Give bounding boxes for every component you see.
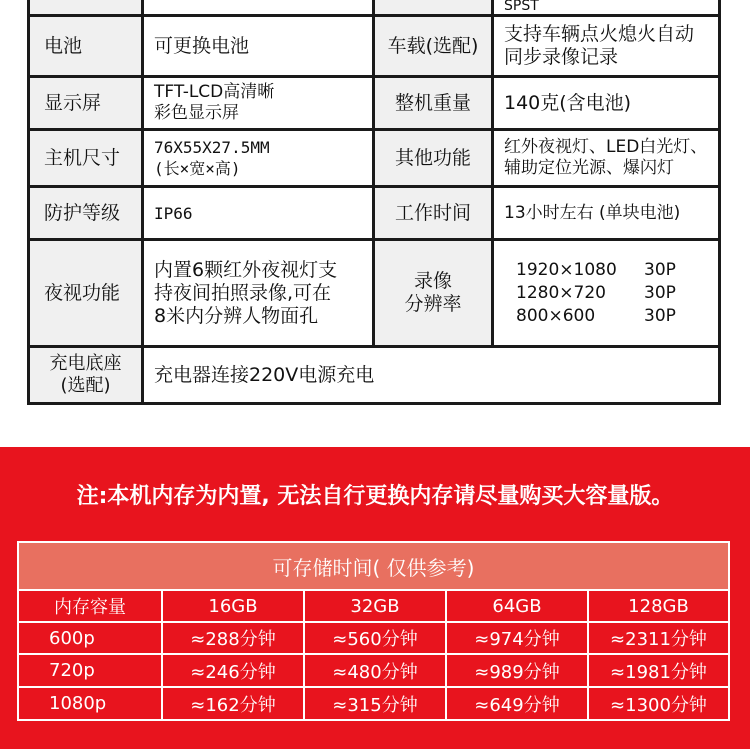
resolution-fps: 30P xyxy=(644,282,676,303)
spec-battery-value: 可更换电池 xyxy=(144,17,372,75)
spec-display-label: 显示屏 xyxy=(30,78,141,128)
storage-cell: ≈1981分钟 xyxy=(589,655,728,686)
spec-car-label: 车载(选配) xyxy=(375,17,491,75)
spec-top-label2 xyxy=(375,0,491,14)
spec-resolution-label-line2: 分辨率 xyxy=(404,293,462,315)
storage-cell: ≈1300分钟 xyxy=(589,688,728,719)
storage-cell: ≈162分钟 xyxy=(163,688,303,719)
storage-table-title: 可存储时间( 仅供参考) xyxy=(19,543,728,589)
spec-top-label xyxy=(30,0,141,14)
spec-display-value-line1: TFT-LCD高清晰 xyxy=(154,82,275,102)
spec-display-value xyxy=(144,78,372,128)
storage-cell: ≈2311分钟 xyxy=(589,623,728,653)
spec-size-value-line1: 76X55X27.5MM xyxy=(154,138,270,157)
resolution-line xyxy=(516,259,676,282)
storage-row-label: 1080p xyxy=(19,688,161,719)
spec-display-value-line2: 彩色显示屏 xyxy=(154,103,239,123)
storage-cell: ≈649分钟 xyxy=(447,688,587,719)
resolution-line xyxy=(516,305,676,328)
spec-resolution-label xyxy=(375,241,491,345)
storage-cell: ≈480分钟 xyxy=(305,655,445,686)
spec-car-value-line1: 支持车辆点火熄火自动 xyxy=(504,23,695,45)
storage-row-label: 720p xyxy=(19,655,161,686)
storage-section xyxy=(0,447,750,749)
spec-top-value2: SPST xyxy=(494,0,718,14)
spec-resolution-value xyxy=(494,241,718,345)
spec-charger-label xyxy=(30,348,141,402)
spec-weight-label: 整机重量 xyxy=(375,78,491,128)
storage-header-cell: 16GB xyxy=(163,591,303,621)
storage-cell: ≈989分钟 xyxy=(447,655,587,686)
spec-nightvision-value-line3: 8米内分辨人物面孔 xyxy=(154,304,319,327)
spec-charger-label-line2: (选配) xyxy=(60,375,111,396)
storage-cell: ≈560分钟 xyxy=(305,623,445,653)
spec-table xyxy=(27,0,721,405)
storage-cell: ≈315分钟 xyxy=(305,688,445,719)
spec-resolution-label-line1: 录像 xyxy=(413,270,452,292)
spec-worktime-value: 13小时左右 (单块电池) xyxy=(494,188,718,238)
spec-size-value-line2: (长×宽×高) xyxy=(154,159,241,178)
spec-worktime-label: 工作时间 xyxy=(375,188,491,238)
resolution-size: 1920×1080 xyxy=(516,259,617,280)
storage-header-cell: 128GB xyxy=(589,591,728,621)
storage-table xyxy=(17,541,730,721)
spec-battery-label: 电池 xyxy=(30,17,141,75)
spec-charger-label-line1: 充电底座 xyxy=(49,353,122,374)
storage-header-cell: 64GB xyxy=(447,591,587,621)
spec-other-label: 其他功能 xyxy=(375,131,491,185)
spec-protection-value: IP66 xyxy=(144,188,372,238)
spec-size-label: 主机尺寸 xyxy=(30,131,141,185)
spec-top-value xyxy=(144,0,372,14)
resolution-fps: 30P xyxy=(644,305,676,326)
spec-car-value-line2: 同步录像记录 xyxy=(504,46,619,68)
spec-other-value xyxy=(494,131,718,185)
memory-note: 注:本机内存为内置, 无法自行更换内存请尽量购买大容量版。 xyxy=(76,484,674,509)
spec-nightvision-value xyxy=(144,241,372,345)
resolution-size: 800×600 xyxy=(516,305,596,326)
resolution-size: 1280×720 xyxy=(516,282,606,303)
resolution-line xyxy=(516,282,676,305)
storage-header-cell: 32GB xyxy=(305,591,445,621)
spec-car-value xyxy=(494,17,718,75)
spec-charger-value: 充电器连接220V电源充电 xyxy=(144,348,718,402)
storage-cell: ≈974分钟 xyxy=(447,623,587,653)
storage-header-cell: 内存容量 xyxy=(19,591,161,621)
storage-row-label: 600p xyxy=(19,623,161,653)
spec-other-value-line1: 红外夜视灯、LED白光灯、 xyxy=(504,137,708,157)
spec-nightvision-value-line2: 持夜间拍照录像,可在 xyxy=(154,281,332,304)
spec-nightvision-value-line1: 内置6颗红外夜视灯支 xyxy=(154,258,338,281)
spec-weight-value: 140克(含电池) xyxy=(494,78,718,128)
storage-cell: ≈288分钟 xyxy=(163,623,303,653)
spec-protection-label: 防护等级 xyxy=(30,188,141,238)
spec-other-value-line2: 辅助定位光源、爆闪灯 xyxy=(504,158,674,178)
storage-cell: ≈246分钟 xyxy=(163,655,303,686)
resolution-fps: 30P xyxy=(644,259,676,280)
spec-nightvision-label: 夜视功能 xyxy=(30,241,141,345)
spec-size-value xyxy=(144,131,372,185)
